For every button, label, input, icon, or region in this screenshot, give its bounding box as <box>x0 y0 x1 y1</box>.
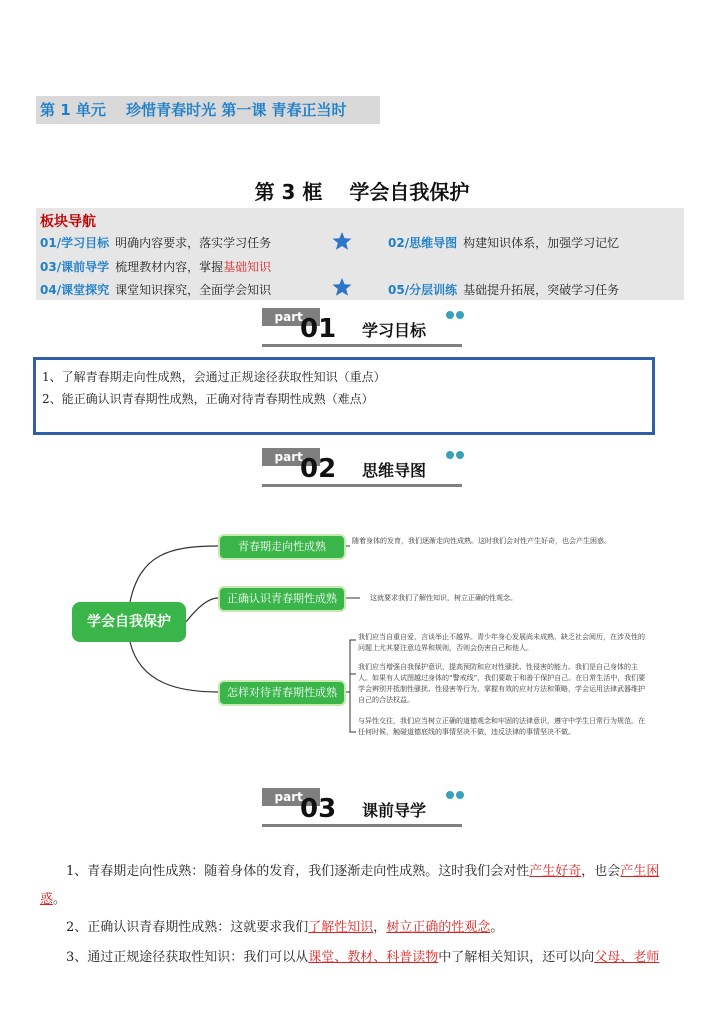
mind-map-note: 我们应当增强自我保护意识，提高预防和应对性骚扰、性侵害的能力。我们是自己身体的主人。如果有人试图越过身体的“警戒线”，我们要敢于和善于保护自己。在日常生活中，我们要学会辨别并抵制性骚扰、性侵害等行为，掌握有效的应对方法和策略，学会运用法律武器维护自己的合法权益。 <box>358 663 646 704</box>
nav-item-05[interactable] <box>388 281 619 298</box>
mind-map-root: 学会自我保护 <box>72 602 186 642</box>
mind-map <box>60 514 680 764</box>
lesson-title: 第 3 框 学会自我保护 <box>254 180 470 204</box>
mind-map-branch: 青春期走向性成熟 <box>218 534 346 560</box>
mind-map-note: 我们应当自重自爱，言谈举止不越界。青少年身心发展尚未成熟，缺乏社会阅历，在涉及性的问题上尤其要注意边界和规则，否则会伤害自己和他人。 <box>358 633 645 652</box>
nav-desc: 课堂知识探究，全面学会知识 <box>115 283 272 297</box>
part-underline <box>262 484 462 487</box>
key-term: 父母、老师 <box>594 950 660 965</box>
part-title: 课前导学 <box>362 801 427 820</box>
key-term: 产生好奇 <box>529 864 582 879</box>
key-term: 树立正确的性观念 <box>386 920 491 935</box>
part-tag: part. <box>262 448 320 466</box>
nav-key: 05/分层训练 <box>388 283 458 297</box>
nav-desc: 基础提升拓展，突破学习任务 <box>463 283 620 297</box>
mind-map-note: 与异性交往，我们应当树立正确的道德观念和牢固的法律意识，遵守中学生日常行为规范。在任何时候，触碰道德底线的事情坚决不做，违反法律的事情坚决不做。 <box>358 717 645 736</box>
droplets-icon <box>444 788 466 800</box>
part-tag: part. <box>262 788 320 806</box>
key-term: 了解性知识 <box>308 920 374 935</box>
part-underline <box>262 344 462 347</box>
mind-map-branch: 怎样对待青春期性成熟 <box>218 680 346 706</box>
objective-item: 1、了解青春期走向性成熟，会通过正规途径获取性知识（重点） <box>42 370 386 384</box>
key-term: 课堂、教材、科普读物 <box>308 950 439 965</box>
key-term: 产生困惑 <box>40 864 660 907</box>
nav-item-02[interactable] <box>388 234 619 251</box>
section-navigation <box>36 208 684 300</box>
mind-map-note: 随着身体的发育，我们逐渐走向性成熟。这时我们会对性产生好奇，也会产生困惑。 <box>352 537 611 545</box>
nav-desc: 梳理教材内容，掌握 <box>115 260 224 274</box>
mind-map-note: 这就要求我们了解性知识，树立正确的性观念。 <box>370 594 517 602</box>
text-run: ，也会 <box>581 864 621 879</box>
text-run: 。 <box>490 920 504 935</box>
text-run: 2、正确认识青春期性成熟：这就要求我们 <box>66 920 309 935</box>
nav-heading: 板块导航 <box>40 214 96 230</box>
preview-paragraph <box>40 858 685 914</box>
nav-desc: 明确内容要求，落实学习任务 <box>115 236 272 250</box>
part-number: 01 <box>300 314 337 344</box>
preview-paragraph <box>40 944 685 972</box>
star-icon <box>332 277 352 297</box>
preview-paragraph <box>40 914 685 942</box>
nav-desc: 构建知识体系，加强学习记忆 <box>463 236 620 250</box>
part-underline <box>262 824 462 827</box>
objective-item: 2、能正确认识青春期性成熟，正确对待青春期性成熟（难点） <box>42 392 374 406</box>
text-run: 3、通过正规途径获取性知识：我们可以从 <box>66 950 309 965</box>
star-icon <box>332 231 352 251</box>
droplets-icon <box>444 448 466 460</box>
part-header-03 <box>262 788 462 828</box>
nav-key: 02/思维导图 <box>388 236 458 250</box>
part-title: 学习目标 <box>362 321 427 340</box>
text-run: 。 <box>53 892 67 907</box>
text-run: ， <box>373 920 387 935</box>
part-tag: part. <box>262 308 320 326</box>
unit-banner: 第 1 单元 珍惜青春时光 第一课 青春正当时 <box>36 96 380 124</box>
part-title: 思维导图 <box>362 461 427 480</box>
nav-item-01[interactable] <box>40 234 271 251</box>
part-header-02 <box>262 448 462 488</box>
nav-key: 03/课前导学 <box>40 260 110 274</box>
nav-key: 01/学习目标 <box>40 236 110 250</box>
learning-objectives-box <box>33 357 655 435</box>
text-run: 1、青春期走向性成熟：随着身体的发育，我们逐渐走向性成熟。这时我们会对性 <box>66 864 530 879</box>
part-number: 03 <box>300 794 337 824</box>
nav-key: 04/课堂探究 <box>40 283 110 297</box>
droplets-icon <box>444 308 466 320</box>
nav-desc-highlight: 基础知识 <box>223 260 272 274</box>
part-number: 02 <box>300 454 337 484</box>
nav-item-04[interactable] <box>40 281 271 298</box>
mind-map-branch: 正确认识青春期性成熟 <box>218 586 346 612</box>
nav-item-03[interactable] <box>40 258 271 275</box>
part-header-01 <box>262 308 462 348</box>
text-run: 中了解相关知识，还可以向 <box>438 950 595 965</box>
